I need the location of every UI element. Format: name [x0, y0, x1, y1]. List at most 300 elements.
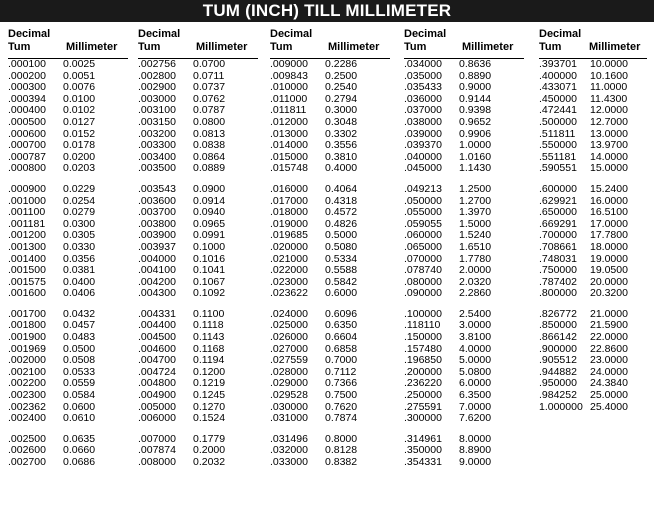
millimeter-value: 0.5334 [325, 252, 358, 265]
tum-value: .150000 [404, 331, 442, 344]
tum-value: .034000 [404, 58, 442, 70]
tum-value: .033000 [270, 456, 308, 468]
millimeter-value: 0.2032 [193, 456, 226, 468]
header-millimeter: Millimeter [589, 41, 641, 53]
tum-value: .039370 [404, 139, 442, 152]
tum-value: .300000 [404, 412, 442, 425]
millimeter-value: 0.3810 [325, 150, 358, 163]
millimeter-value: 0.3302 [325, 127, 358, 140]
tum-value: .023000 [270, 275, 308, 288]
millimeter-value: 0.0400 [63, 275, 96, 288]
tum-value: .984252 [539, 389, 577, 402]
tum-value: .025000 [270, 319, 308, 332]
tum-value: .250000 [404, 389, 442, 402]
millimeter-value: 0.1092 [193, 287, 226, 300]
tum-value: .039000 [404, 127, 442, 140]
tum-value: .002900 [138, 81, 176, 94]
millimeter-value: 9.0000 [459, 456, 492, 468]
tum-value: .000100 [8, 58, 46, 70]
millimeter-value: 0.1200 [193, 365, 226, 378]
tum-value: .866142 [539, 331, 577, 344]
millimeter-value: 0.2286 [325, 58, 358, 70]
millimeter-value: 0.0200 [63, 150, 96, 163]
millimeter-value: 21.0000 [590, 307, 628, 320]
millimeter-value: 0.0356 [63, 252, 96, 265]
tum-value: .009843 [270, 69, 308, 82]
millimeter-value: 1.7780 [459, 252, 492, 265]
tum-value: .900000 [539, 342, 577, 355]
tum-value: .000787 [8, 150, 46, 163]
tum-value: .019000 [270, 217, 308, 230]
tum-value: .002800 [138, 69, 176, 82]
millimeter-value: 0.0864 [193, 150, 226, 163]
millimeter-value: 0.9144 [459, 92, 492, 105]
millimeter-value: 7.0000 [459, 400, 492, 413]
millimeter-value: 3.8100 [459, 331, 492, 344]
tum-value: .118110 [404, 319, 441, 332]
header-millimeter: Millimeter [196, 41, 248, 53]
header-tum: Tum [270, 41, 293, 53]
tum-value: .090000 [404, 287, 442, 300]
tum-value: .012000 [270, 115, 308, 128]
millimeter-value: 0.0737 [193, 81, 226, 94]
millimeter-value: 22.8600 [590, 342, 628, 355]
tum-value: .001600 [8, 287, 46, 300]
millimeter-value: 0.1067 [193, 275, 226, 288]
table-column-5 [535, 28, 651, 506]
tum-value: .450000 [539, 92, 577, 105]
header-tum: Tum [8, 41, 31, 53]
tum-value: .472441 [539, 104, 577, 117]
tum-value: .708661 [539, 240, 577, 253]
tum-value: .032000 [270, 444, 308, 457]
tum-value: .008000 [138, 456, 176, 468]
tum-value: .669291 [539, 217, 577, 230]
millimeter-value: 0.2000 [193, 444, 226, 457]
tum-value: .196850 [404, 354, 442, 367]
millimeter-value: 0.5842 [325, 275, 358, 288]
header-decimal: Decimal [539, 28, 582, 40]
tum-value: .400000 [539, 69, 577, 82]
tum-value: .314961 [404, 432, 442, 445]
tum-value: .002600 [8, 444, 46, 457]
millimeter-value: 24.3840 [590, 377, 628, 390]
tum-value: .629921 [539, 194, 577, 207]
millimeter-value: 15.2400 [590, 182, 628, 195]
tum-value: .003800 [138, 217, 176, 230]
millimeter-value: 2.2860 [459, 287, 492, 300]
tum-value: .006000 [138, 412, 176, 425]
tum-value: .002300 [8, 389, 46, 402]
header-decimal: Decimal [404, 28, 447, 40]
tum-value: .055000 [404, 206, 442, 219]
tum-value: .800000 [539, 287, 577, 300]
tum-value: .001500 [8, 264, 46, 277]
tum-value: .850000 [539, 319, 577, 332]
tum-value: .011811 [270, 104, 307, 117]
millimeter-value: 20.3200 [590, 287, 628, 300]
millimeter-value: 0.0102 [63, 104, 96, 117]
tum-value: .000500 [8, 115, 46, 128]
tum-value: .550000 [539, 139, 577, 152]
millimeter-value: 0.3000 [325, 104, 358, 117]
tum-value: .045000 [404, 162, 442, 175]
tum-value: .031496 [270, 432, 308, 445]
millimeter-value: 0.1118 [193, 319, 224, 332]
millimeter-value: 0.8382 [325, 456, 358, 468]
millimeter-value: 0.7112 [325, 365, 357, 378]
table-column-1 [4, 28, 130, 506]
millimeter-value: 0.0813 [193, 127, 226, 140]
column-header [8, 28, 128, 59]
millimeter-value: 0.0279 [63, 206, 96, 219]
tum-value: .004900 [138, 389, 176, 402]
tum-value: .600000 [539, 182, 577, 195]
millimeter-value: 0.0762 [193, 92, 226, 105]
tum-value: .000900 [8, 182, 46, 195]
millimeter-value: 0.0229 [63, 182, 96, 195]
millimeter-value: 0.9906 [459, 127, 492, 140]
tum-value: .002500 [8, 432, 46, 445]
millimeter-value: 0.0991 [193, 229, 226, 242]
millimeter-value: 0.1779 [193, 432, 226, 445]
tum-value: .001700 [8, 307, 46, 320]
tum-value: .001000 [8, 194, 46, 207]
tum-value: .036000 [404, 92, 442, 105]
millimeter-value: 0.3048 [325, 115, 358, 128]
millimeter-value: 0.0686 [63, 456, 96, 468]
tum-value: .013000 [270, 127, 308, 140]
tum-value: .500000 [539, 115, 577, 128]
tum-value: .027559 [270, 354, 308, 367]
tum-value: .070000 [404, 252, 442, 265]
tum-value: .014000 [270, 139, 308, 152]
tum-value: .000300 [8, 81, 46, 94]
tum-value: .019685 [270, 229, 308, 242]
tum-value: .035433 [404, 81, 442, 94]
millimeter-value: 0.1000 [193, 240, 226, 253]
millimeter-value: 23.0000 [590, 354, 628, 367]
millimeter-value: 0.0100 [63, 92, 96, 105]
millimeter-value: 13.9700 [590, 139, 628, 152]
tum-value: .350000 [404, 444, 442, 457]
header-decimal: Decimal [270, 28, 313, 40]
millimeter-value: 0.7874 [325, 412, 358, 425]
tum-value: .157480 [404, 342, 442, 355]
millimeter-value: 0.0127 [63, 115, 96, 128]
tum-value: .004000 [138, 252, 176, 265]
tum-value: .003200 [138, 127, 176, 140]
tum-value: .059055 [404, 217, 442, 230]
tum-value: .002000 [8, 354, 46, 367]
tum-value: .002100 [8, 365, 46, 378]
tum-value: .007000 [138, 432, 176, 445]
tum-value: .002400 [8, 412, 46, 425]
millimeter-value: 0.0533 [63, 365, 96, 378]
tum-value: .035000 [404, 69, 442, 82]
millimeter-value: 0.1041 [193, 264, 226, 277]
tum-value: .001300 [8, 240, 46, 253]
header-tum: Tum [539, 41, 562, 53]
tum-value: .000394 [8, 92, 46, 105]
tum-value: .002200 [8, 377, 46, 390]
tum-value: .001575 [8, 275, 46, 288]
millimeter-value: 0.1143 [193, 331, 225, 344]
millimeter-value: 0.0889 [193, 162, 226, 175]
millimeter-value: 0.7366 [325, 377, 358, 390]
millimeter-value: 0.9652 [459, 115, 492, 128]
millimeter-value: 0.6350 [325, 319, 358, 332]
millimeter-value: 0.0254 [63, 194, 96, 207]
header-decimal: Decimal [138, 28, 181, 40]
millimeter-value: 0.0152 [63, 127, 96, 140]
millimeter-value: 0.4000 [325, 162, 358, 175]
tum-value: .010000 [270, 81, 308, 94]
tum-value: .029528 [270, 389, 308, 402]
tum-value: .003700 [138, 206, 176, 219]
tum-value: .024000 [270, 307, 308, 320]
tum-value: .050000 [404, 194, 442, 207]
millimeter-value: 6.0000 [459, 377, 492, 390]
millimeter-value: 0.1168 [193, 342, 225, 355]
millimeter-value: 4.0000 [459, 342, 492, 355]
tum-value: .018000 [270, 206, 308, 219]
millimeter-value: 0.0635 [63, 432, 96, 445]
tum-value: .001181 [8, 217, 46, 230]
millimeter-value: 17.0000 [590, 217, 628, 230]
millimeter-value: 0.0508 [63, 354, 96, 367]
millimeter-value: 0.9398 [459, 104, 492, 117]
millimeter-value: 15.0000 [590, 162, 628, 175]
millimeter-value: 0.0711 [193, 69, 225, 82]
tum-value: .650000 [539, 206, 577, 219]
header-tum: Tum [138, 41, 161, 53]
tum-value: .029000 [270, 377, 308, 390]
millimeter-value: 0.8636 [459, 58, 492, 70]
column-header [270, 28, 390, 59]
tum-value: .060000 [404, 229, 442, 242]
tum-value: .015748 [270, 162, 308, 175]
table-column-2 [134, 28, 260, 506]
tum-value: 1.000000 [539, 400, 583, 413]
millimeter-value: 0.0025 [63, 58, 96, 70]
tum-value: .433071 [539, 81, 577, 94]
millimeter-value: 0.1016 [193, 252, 226, 265]
millimeter-value: 0.7500 [325, 389, 358, 402]
millimeter-value: 0.6096 [325, 307, 358, 320]
header-millimeter: Millimeter [66, 41, 118, 53]
tum-value: .004700 [138, 354, 176, 367]
millimeter-value: 3.0000 [459, 319, 492, 332]
millimeter-value: 12.0000 [590, 104, 628, 117]
millimeter-value: 0.0500 [63, 342, 96, 355]
millimeter-value: 0.0300 [63, 217, 96, 230]
tum-value: .023622 [270, 287, 308, 300]
millimeter-value: 0.1270 [193, 400, 226, 413]
millimeter-value: 11.4300 [590, 92, 628, 105]
tum-value: .004724 [138, 365, 176, 378]
millimeter-value: 1.6510 [459, 240, 492, 253]
millimeter-value: 0.4064 [325, 182, 358, 195]
millimeter-value: 0.7000 [325, 354, 358, 367]
tum-value: .000700 [8, 139, 46, 152]
tum-value: .000600 [8, 127, 46, 140]
tum-value: .004200 [138, 275, 176, 288]
millimeter-value: 20.0000 [590, 275, 628, 288]
millimeter-value: 1.5240 [459, 229, 492, 242]
tum-value: .031000 [270, 412, 308, 425]
millimeter-value: 0.6000 [325, 287, 358, 300]
millimeter-value: 0.5000 [325, 229, 358, 242]
millimeter-value: 10.1600 [590, 69, 628, 82]
millimeter-value: 0.0203 [63, 162, 96, 175]
tum-value: .003300 [138, 139, 176, 152]
millimeter-value: 0.5588 [325, 264, 358, 277]
millimeter-value: 6.3500 [459, 389, 492, 402]
header-decimal: Decimal [8, 28, 51, 40]
millimeter-value: 0.4572 [325, 206, 358, 219]
millimeter-value: 0.9000 [459, 81, 492, 94]
tum-value: .944882 [539, 365, 577, 378]
tum-value: .748031 [539, 252, 577, 265]
header-tum: Tum [404, 41, 427, 53]
millimeter-value: 2.0320 [459, 275, 492, 288]
millimeter-value: 5.0000 [459, 354, 492, 367]
table-column-4 [400, 28, 526, 506]
tum-value: .004600 [138, 342, 176, 355]
millimeter-value: 1.0160 [459, 150, 492, 163]
tum-value: .038000 [404, 115, 442, 128]
tum-value: .065000 [404, 240, 442, 253]
tum-value: .003400 [138, 150, 176, 163]
tum-value: .950000 [539, 377, 577, 390]
millimeter-value: 0.8000 [325, 432, 358, 445]
tum-value: .750000 [539, 264, 577, 277]
millimeter-value: 0.0076 [63, 81, 96, 94]
millimeter-value: 0.8128 [325, 444, 358, 457]
millimeter-value: 24.0000 [590, 365, 628, 378]
tum-value: .001900 [8, 331, 46, 344]
tum-value: .000800 [8, 162, 46, 175]
page-title: TUM (INCH) TILL MILLIMETER [0, 0, 654, 22]
millimeter-value: 1.2500 [459, 182, 492, 195]
tum-value: .015000 [270, 150, 308, 163]
tum-value: .004100 [138, 264, 176, 277]
millimeter-value: 0.8890 [459, 69, 492, 82]
tum-value: .016000 [270, 182, 308, 195]
millimeter-value: 2.5400 [459, 307, 492, 320]
millimeter-value: 8.0000 [459, 432, 492, 445]
tum-value: .393701 [539, 58, 577, 70]
millimeter-value: 1.1430 [459, 162, 492, 175]
millimeter-value: 0.1100 [193, 307, 225, 320]
millimeter-value: 0.0787 [193, 104, 226, 117]
millimeter-value: 0.6858 [325, 342, 358, 355]
millimeter-value: 19.0500 [590, 264, 628, 277]
millimeter-value: 2.0000 [459, 264, 492, 277]
tum-value: .002700 [8, 456, 46, 468]
millimeter-value: 0.0432 [63, 307, 96, 320]
millimeter-value: 8.8900 [459, 444, 492, 457]
millimeter-value: 13.0000 [590, 127, 628, 140]
millimeter-value: 0.0610 [63, 412, 96, 425]
tum-value: .002362 [8, 400, 46, 413]
millimeter-value: 16.0000 [590, 194, 628, 207]
tum-value: .003000 [138, 92, 176, 105]
millimeter-value: 0.2500 [325, 69, 358, 82]
millimeter-value: 0.1524 [193, 412, 226, 425]
tum-value: .003100 [138, 104, 176, 117]
tum-value: .007874 [138, 444, 176, 457]
tum-value: .003150 [138, 115, 176, 128]
tum-value: .551181 [539, 150, 577, 163]
tum-value: .022000 [270, 264, 308, 277]
column-header [539, 28, 647, 59]
table-column-3 [266, 28, 392, 506]
millimeter-value: 0.1219 [193, 377, 226, 390]
millimeter-value: 0.0914 [193, 194, 226, 207]
tum-value: .787402 [539, 275, 577, 288]
millimeter-value: 0.2794 [325, 92, 358, 105]
tum-value: .826772 [539, 307, 577, 320]
millimeter-value: 25.4000 [590, 400, 628, 413]
tum-value: .003900 [138, 229, 176, 242]
millimeter-value: 0.0940 [193, 206, 226, 219]
millimeter-value: 14.0000 [590, 150, 628, 163]
tum-value: .003543 [138, 182, 176, 195]
millimeter-value: 0.4826 [325, 217, 358, 230]
millimeter-value: 0.1194 [193, 354, 225, 367]
millimeter-value: 1.0000 [459, 139, 492, 152]
millimeter-value: 0.0900 [193, 182, 226, 195]
millimeter-value: 12.7000 [590, 115, 628, 128]
tum-value: .017000 [270, 194, 308, 207]
tum-value: .236220 [404, 377, 442, 390]
millimeter-value: 0.0330 [63, 240, 96, 253]
tum-value: .080000 [404, 275, 442, 288]
millimeter-value: 22.0000 [590, 331, 628, 344]
tum-value: .004400 [138, 319, 176, 332]
millimeter-value: 0.0178 [63, 139, 96, 152]
header-millimeter: Millimeter [462, 41, 514, 53]
millimeter-value: 10.0000 [590, 58, 628, 70]
millimeter-value: 0.0559 [63, 377, 96, 390]
millimeter-value: 18.0000 [590, 240, 628, 253]
tum-value: .275591 [404, 400, 442, 413]
tum-value: .002756 [138, 58, 176, 70]
tum-value: .003600 [138, 194, 176, 207]
millimeter-value: 0.0305 [63, 229, 96, 242]
tum-value: .004300 [138, 287, 176, 300]
tum-value: .004500 [138, 331, 176, 344]
header-millimeter: Millimeter [328, 41, 380, 53]
tum-value: .001400 [8, 252, 46, 265]
tum-value: .049213 [404, 182, 442, 195]
millimeter-value: 0.0381 [63, 264, 96, 277]
millimeter-value: 0.0800 [193, 115, 226, 128]
tum-value: .004331 [138, 307, 176, 320]
tum-value: .001800 [8, 319, 46, 332]
millimeter-value: 25.0000 [590, 389, 628, 402]
millimeter-value: 5.0800 [459, 365, 492, 378]
tum-value: .354331 [404, 456, 442, 468]
tum-value: .026000 [270, 331, 308, 344]
tum-value: .003937 [138, 240, 176, 253]
millimeter-value: 19.0000 [590, 252, 628, 265]
tum-value: .100000 [404, 307, 442, 320]
millimeter-value: 1.5000 [459, 217, 492, 230]
tum-value: .011000 [270, 92, 308, 105]
